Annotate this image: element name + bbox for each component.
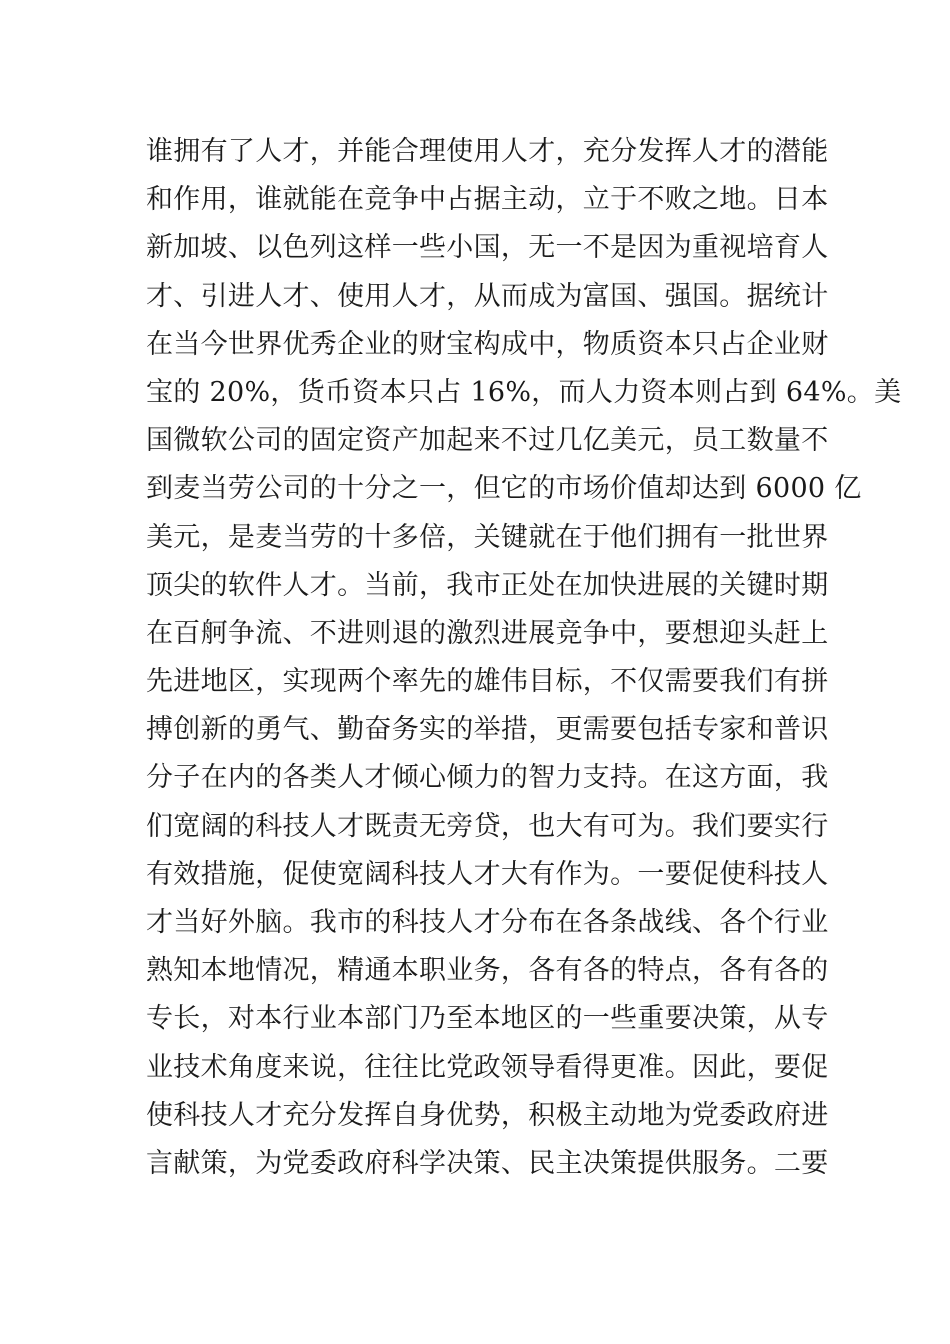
text-line: 新加坡、以色列这样一些小国，无一不是因为重视培育人 bbox=[146, 232, 829, 264]
text-line: 们宽阔的科技人才既责无旁贷，也大有可为。我们要实行 bbox=[146, 810, 829, 842]
text-line: 顶尖的软件人才。当前，我市正处在加快进展的关键时期 bbox=[146, 569, 829, 601]
text-line: 在当今世界优秀企业的财宝构成中，物质资本只占企业财 bbox=[146, 328, 829, 360]
text-line: 和作用，谁就能在竞争中占据主动，立于不败之地。日本 bbox=[146, 184, 829, 216]
text-line: 专长，对本行业本部门乃至本地区的一些重要决策，从专 bbox=[146, 1003, 829, 1035]
text-line: 才、引进人才、使用人才，从而成为富国、强国。据统计 bbox=[146, 280, 829, 312]
text-line: 到麦当劳公司的十分之一，但它的市场价值却达到 6000 亿 bbox=[146, 473, 862, 505]
text-line: 业技术角度来说，往往比党政领导看得更准。因此，要促 bbox=[146, 1051, 829, 1083]
body-text bbox=[146, 128, 902, 1188]
text-line: 熟知本地情况，精通本职业务，各有各的特点，各有各的 bbox=[146, 955, 829, 987]
text-line: 在百舸争流、不进则退的激烈进展竞争中，要想迎头赶上 bbox=[146, 617, 829, 649]
text-line: 先进地区，实现两个率先的雄伟目标，不仅需要我们有拼 bbox=[146, 666, 829, 698]
text-line: 有效措施，促使宽阔科技人才大有作为。一要促使科技人 bbox=[146, 858, 829, 890]
text-line: 搏创新的勇气、勤奋务实的举措，更需要包括专家和普识 bbox=[146, 714, 829, 746]
text-line: 言献策，为党委政府科学决策、民主决策提供服务。二要 bbox=[146, 1147, 829, 1179]
text-line: 国微软公司的固定资产加起来不过几亿美元，员工数量不 bbox=[146, 425, 829, 457]
text-line: 谁拥有了人才，并能合理使用人才，充分发挥人才的潜能 bbox=[146, 136, 829, 167]
text-line: 分子在内的各类人才倾心倾力的智力支持。在这方面，我 bbox=[146, 762, 829, 794]
text-line: 才当好外脑。我市的科技人才分布在各条战线、各个行业 bbox=[146, 907, 829, 938]
text-line: 美元，是麦当劳的十多倍，关键就在于他们拥有一批世界 bbox=[146, 521, 829, 553]
text-line: 使科技人才充分发挥自身优势，积极主动地为党委政府进 bbox=[146, 1099, 829, 1131]
text-line: 宝的 20%，货币资本只占 16%，而人力资本则占到 64%。美 bbox=[146, 376, 902, 408]
